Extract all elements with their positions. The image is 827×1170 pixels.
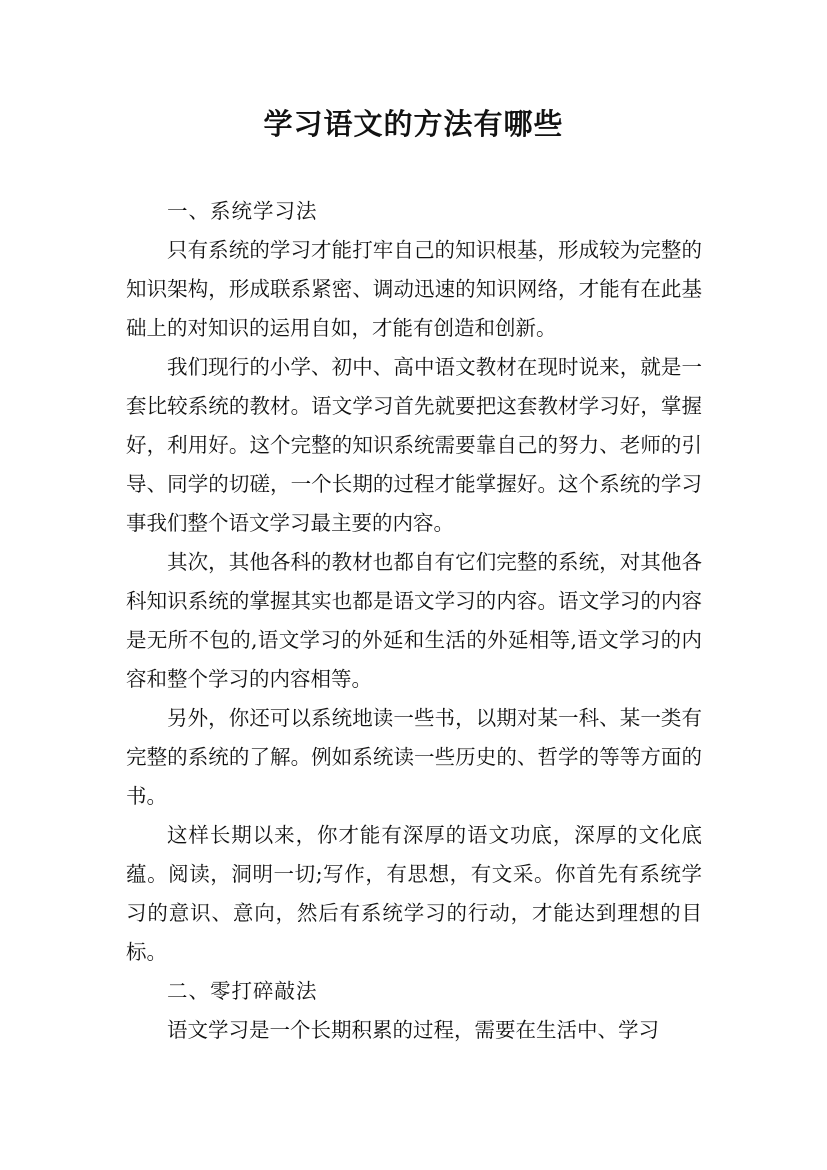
document-body: [126, 192, 702, 1050]
paragraph: 其次，其他各科的教材也都自有它们完整的系统，对其他各科知识系统的掌握其实也都是语文学习的内容。语文学习的内容是无所不包的,语文学习的外延和生活的外延相等,语文学习的内容和整个学习的内容相等。: [126, 550, 702, 691]
paragraph: 这样长期以来，你才能有深厚的语文功底，深厚的文化底蕴。阅读，洞明一切;写作，有思想，有文采。你首先有系统学习的意识、意向，然后有系统学习的行动，才能达到理想的目标。: [126, 823, 702, 964]
paragraph: 只有系统的学习才能打牢自己的知识根基，形成较为完整的知识架构，形成联系紧密、调动迅速的知识网络，才能有在此基础上的对知识的运用自如，才能有创造和创新。: [126, 238, 702, 340]
paragraph: 我们现行的小学、初中、高中语文教材在现时说来，就是一套比较系统的教材。语文学习首先就要把这套教材学习好，掌握好，利用好。这个完整的知识系统需要靠自己的努力、老师的引导、同学的切磋，一个长期的过程才能掌握好。这个系统的学习事我们整个语文学习最主要的内容。: [126, 355, 702, 535]
section-heading-system-learning: 一、系统学习法: [167, 199, 318, 223]
document-title: 学习语文的方法有哪些: [263, 107, 564, 141]
paragraph: 另外，你还可以系统地读一些书，以期对某一科、某一类有完整的系统的了解。例如系统读一些历史的、哲学的等等方面的书。: [126, 706, 702, 808]
section-heading-fragment-learning: 二、零打碎敲法: [167, 979, 318, 1003]
paragraph: 语文学习是一个长期积累的过程，需要在生活中、学习: [167, 1018, 659, 1042]
